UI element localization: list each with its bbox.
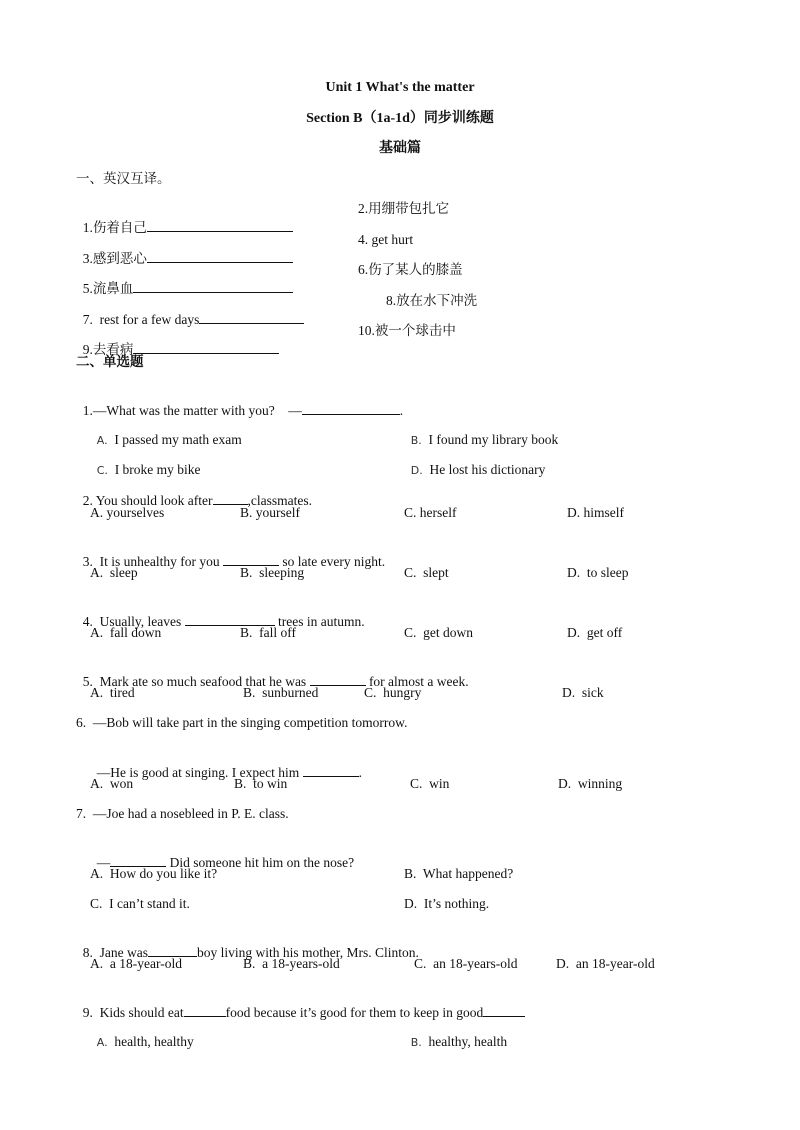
question-2-stem: 2. You should look after ,classmates. bbox=[82, 493, 312, 508]
option-8b: B. a 18-years-old bbox=[243, 956, 340, 971]
blank bbox=[213, 491, 248, 505]
translate-item-6: 6.伤了某人的膝盖 bbox=[358, 262, 463, 277]
option-8c: C. an 18-years-old bbox=[414, 956, 518, 971]
option-1a: A. I passed my math exam bbox=[96, 432, 242, 447]
option-5a: A. tired bbox=[90, 685, 135, 700]
question-5-stem: 5. Mark ate so much seafood that he was for almost a week. bbox=[82, 674, 469, 689]
blank bbox=[133, 279, 293, 293]
translate-item-7: 7. rest for a few days bbox=[76, 292, 304, 329]
option-2a: A. yourselves bbox=[90, 505, 165, 520]
option-5b: B. sunburned bbox=[243, 685, 319, 700]
option-6d: D. winning bbox=[558, 776, 623, 791]
option-4c: C. get down bbox=[404, 625, 473, 640]
option-7c: C. I can’t stand it. bbox=[90, 896, 190, 911]
option-7a: A. How do you like it? bbox=[90, 866, 218, 881]
option-3a: A. sleep bbox=[90, 565, 138, 580]
translate-item-9: 9.去看病 bbox=[76, 322, 279, 359]
option-7d: D. It’s nothing. bbox=[404, 896, 490, 911]
option-2b: B. yourself bbox=[240, 505, 300, 520]
option-2c: C. herself bbox=[404, 505, 457, 520]
translate-item-8: 8.放在水下冲洗 bbox=[386, 293, 478, 308]
option-6b: B. to win bbox=[234, 776, 288, 791]
option-3d: D. to sleep bbox=[567, 565, 629, 580]
level-title: 基础篇 bbox=[379, 141, 421, 156]
question-1-stem: 1.—What was the matter with you? — . bbox=[82, 403, 404, 418]
option-1c: C. I broke my bike bbox=[96, 462, 201, 477]
translate-item-2: 2.用绷带包扎它 bbox=[358, 201, 450, 216]
part2-heading: 二、单选题 bbox=[76, 354, 144, 369]
option-3b: B. sleeping bbox=[240, 565, 305, 580]
translate-item-10: 10.被一个球击中 bbox=[358, 323, 456, 338]
section-title: Section B（1a-1d）同步训练题 bbox=[306, 111, 494, 126]
question-6-reply: —He is good at singing. I expect him . bbox=[96, 765, 362, 780]
option-7b: B. What happened? bbox=[404, 866, 514, 881]
option-8d: D. an 18-year-old bbox=[556, 956, 655, 971]
option-5d: D. sick bbox=[562, 685, 604, 700]
question-3-stem: 3. It is unhealthy for you so late every night. bbox=[82, 554, 386, 569]
option-3c: C. slept bbox=[404, 565, 449, 580]
option-5c: C. hungry bbox=[364, 685, 422, 700]
option-6c: C. win bbox=[410, 776, 450, 791]
option-1b: B. I found my library book bbox=[410, 432, 559, 447]
question-7-stem: 7. —Joe had a nosebleed in P. E. class. bbox=[76, 806, 289, 821]
translate-item-1: 1.伤着自己 bbox=[76, 200, 293, 237]
blank bbox=[303, 763, 359, 777]
page-title: Unit 1 What's the matter bbox=[325, 80, 475, 95]
question-7-reply: — Did someone hit him on the nose? bbox=[96, 855, 355, 870]
blank bbox=[133, 340, 279, 354]
option-4b: B. fall off bbox=[240, 625, 296, 640]
blank bbox=[302, 401, 400, 415]
translate-item-3: 3.感到恶心 bbox=[76, 231, 293, 268]
option-1d: D. He lost his dictionary bbox=[410, 462, 546, 477]
blank bbox=[147, 218, 293, 232]
translate-item-4: 4. get hurt bbox=[358, 232, 414, 247]
option-9b: B. healthy, health bbox=[410, 1034, 508, 1049]
question-9-stem: 9. Kids should eat food because it’s good for them to keep in good bbox=[76, 985, 525, 1022]
question-6-stem: 6. —Bob will take part in the singing competition tomorrow. bbox=[76, 715, 408, 730]
option-8a: A. a 18-year-old bbox=[90, 956, 182, 971]
option-9a: A. health, healthy bbox=[96, 1034, 194, 1049]
option-4d: D. get off bbox=[567, 625, 623, 640]
question-4-stem: 4. Usually, leaves trees in autumn. bbox=[82, 614, 365, 629]
option-6a: A. won bbox=[90, 776, 134, 791]
translate-item-5: 5.流鼻血 bbox=[76, 261, 293, 298]
option-4a: A. fall down bbox=[90, 625, 162, 640]
part1-heading: 一、英汉互译。 bbox=[76, 171, 171, 186]
question-8-stem: 8. Jane was boy living with his mother, Mrs. Clinton. bbox=[82, 945, 419, 960]
option-2d: D. himself bbox=[567, 505, 624, 520]
